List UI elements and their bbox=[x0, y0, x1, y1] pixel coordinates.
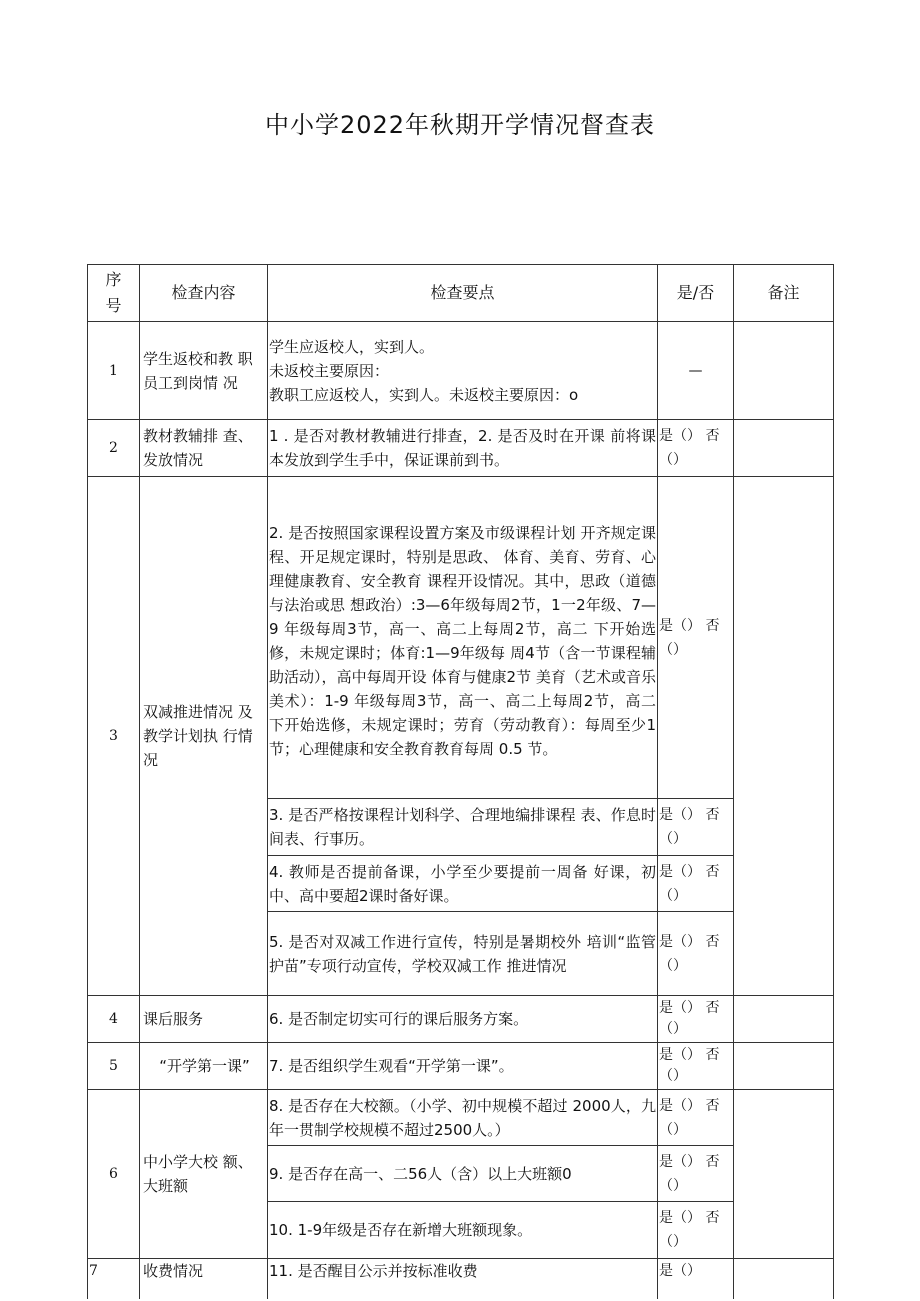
note-cell[interactable] bbox=[734, 1259, 834, 1299]
yes-no-options: 是（） bbox=[659, 1263, 701, 1279]
check-item: 中小学大校 额、大班额 bbox=[140, 1090, 268, 1259]
yes-no-cell[interactable] bbox=[658, 1259, 734, 1299]
header-points: 检查要点 bbox=[268, 265, 658, 322]
check-point: 1 . 是否对教材教辅进行排查，2. 是否及时在开课 前将课本发放到学生手中，保证课前到书。 bbox=[268, 420, 658, 477]
table-row bbox=[88, 477, 834, 799]
yes-no-options: 是（） 否（） bbox=[659, 428, 720, 468]
note-cell[interactable] bbox=[734, 996, 834, 1043]
table-row bbox=[88, 1259, 834, 1299]
table-row bbox=[88, 1043, 834, 1090]
check-point: 2. 是否按照国家课程设置方案及市级课程计划 开齐规定课程、开足规定课时，特别是思政、 体育、美育、劳育、心理健康教育、安全教育 课程开设情况。其中，思政（道德与法治或思 想政治）:3—6年级每周2节，1一2年级、7—9 年级每周3节，高一、高二上每周2节，高二 下开始选修，未规定课时；体育:1—9年级每 周4节（含一节课程辅助活动），高中每周开设 体育与健康2节 美育（艺术或音乐美术）：1-9 年级每周3节，高一、高二上每周2节，高二 下开始选修，未规定课时；劳育（劳动教育）：每周至少1节；心理健康和安全教育教育每周 0.5 节。 bbox=[268, 477, 658, 799]
header-item: 检查内容 bbox=[140, 265, 268, 322]
row-number: 6 bbox=[88, 1090, 140, 1259]
yes-no-options: 是（） 否（） bbox=[659, 1153, 720, 1194]
check-item: 课后服务 bbox=[140, 996, 268, 1043]
header-note: 备注 bbox=[734, 265, 834, 322]
row-number: 4 bbox=[88, 996, 140, 1043]
check-point: 3. 是否严格按课程计划科学、合理地编排课程 表、作息时间表、行事历。 bbox=[268, 799, 658, 856]
check-point: 9. 是否存在高一、二56人（含）以上大班额0 bbox=[268, 1146, 658, 1202]
note-cell[interactable] bbox=[734, 477, 834, 996]
row-number: 5 bbox=[88, 1043, 140, 1090]
yes-no-cell[interactable] bbox=[658, 1202, 734, 1259]
yes-no-options: 是（） 否（） bbox=[659, 617, 720, 658]
yes-no-options: 是（） 否（） bbox=[659, 1000, 720, 1037]
note-cell[interactable] bbox=[734, 420, 834, 477]
check-point: 学生应返校人，实到人。 未返校主要原因： 教职工应返校人，实到人。未返校主要原因：o bbox=[268, 322, 658, 420]
yes-no-options: 是（） 否（） bbox=[659, 1047, 720, 1084]
check-point: 4. 教师是否提前备课，小学至少要提前一周备 好课，初中、高中要超2课时备好课。 bbox=[268, 856, 658, 912]
yes-no-options: 是（） 否（） bbox=[659, 1210, 720, 1250]
yes-no-cell[interactable] bbox=[658, 420, 734, 477]
table-row bbox=[88, 420, 834, 477]
row-number: 3 bbox=[88, 477, 140, 996]
check-point: 11. 是否醒目公示并按标准收费 bbox=[268, 1259, 658, 1299]
check-point: 10. 1-9年级是否存在新增大班额现象。 bbox=[268, 1202, 658, 1259]
check-point: 5. 是否对双减工作进行宣传，特别是暑期校外 培训“监管护苗”专项行动宣传，学校双减工作 推进情况 bbox=[268, 912, 658, 996]
check-item: “开学第一课” bbox=[140, 1043, 268, 1090]
yes-no-cell[interactable] bbox=[658, 477, 734, 799]
yes-no-cell[interactable] bbox=[658, 856, 734, 912]
check-item: 教材教辅排 查、发放情况 bbox=[140, 420, 268, 477]
header-row bbox=[88, 265, 834, 322]
yes-no-cell[interactable] bbox=[658, 1090, 734, 1146]
check-item: 双减推进情况 及教学计划执 行情况 bbox=[140, 477, 268, 996]
note-cell[interactable] bbox=[734, 1090, 834, 1259]
page-title: 中小学2022年秋期开学情况督查表 bbox=[264, 111, 656, 139]
note-cell[interactable] bbox=[734, 322, 834, 420]
check-item: 收费情况 bbox=[140, 1259, 268, 1299]
yes-no-cell[interactable] bbox=[658, 996, 734, 1043]
row-number: 1 bbox=[88, 322, 140, 420]
row-number: 7 bbox=[88, 1259, 140, 1299]
yes-no-cell[interactable] bbox=[658, 799, 734, 856]
row-number: 2 bbox=[88, 420, 140, 477]
table-row bbox=[88, 322, 834, 420]
yes-no-options: 是（） 否（） bbox=[659, 807, 720, 847]
table-row bbox=[88, 1090, 834, 1146]
check-item: 学生返校和教 职员工到岗情 况 bbox=[140, 322, 268, 420]
check-point: 7. 是否组织学生观看“开学第一课”。 bbox=[268, 1043, 658, 1090]
table-row bbox=[88, 996, 834, 1043]
inspection-table bbox=[87, 264, 834, 1299]
yes-no-cell[interactable]: — bbox=[658, 322, 734, 420]
yes-no-cell[interactable] bbox=[658, 1146, 734, 1202]
header-yesno: 是/否 bbox=[658, 265, 734, 322]
yes-no-options: 是（） 否（） bbox=[659, 1097, 720, 1138]
yes-no-options: 是（） 否（） bbox=[659, 863, 720, 904]
yes-no-options: 是（） 否（） bbox=[659, 933, 720, 974]
note-cell[interactable] bbox=[734, 1043, 834, 1090]
yes-no-cell[interactable] bbox=[658, 1043, 734, 1090]
yes-no-cell[interactable] bbox=[658, 912, 734, 996]
check-point: 8. 是否存在大校额。（小学、初中规模不超过 2000人，九年一贯制学校规模不超过2500人。） bbox=[268, 1090, 658, 1146]
check-point: 6. 是否制定切实可行的课后服务方案。 bbox=[268, 996, 658, 1043]
header-num: 序号 bbox=[88, 265, 140, 322]
